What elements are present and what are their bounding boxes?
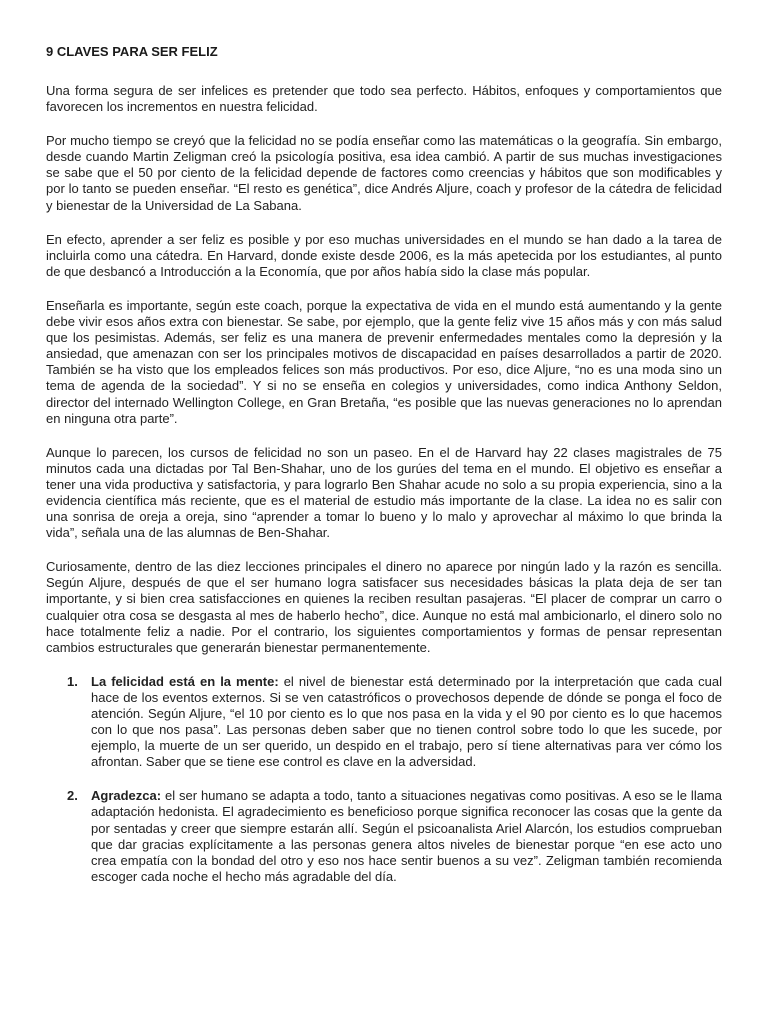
paragraph-universities: En efecto, aprender a ser feliz es posible y por eso muchas universidades en el mundo se han dado a la tarea de incluirla como una cátedra. En Harvard, donde existe desde 2006, es la más apetecida por los estudiantes, al punto de que desbancó a Introducción a la Economía, que por años había sido la clase más popular.	[46, 231, 722, 279]
list-number: 1.	[67, 673, 78, 689]
document-title: 9 CLAVES PARA SER FELIZ	[46, 44, 218, 59]
list-item	[46, 788, 722, 885]
list-number: 2.	[67, 788, 78, 804]
paragraph-courses: Aunque lo parecen, los cursos de felicidad no son un paseo. En el de Harvard hay 22 clases magistrales de 75 minutos cada una dictadas por Tal Ben-Shahar, uno de los gurúes del tema en el mundo. El objetivo es enseñar a tener una vida productiva y satisfactoria, y para lograrlo Ben Shahar acude no solo a su propia experiencia, sino a la evidencia científica más reciente, que es el material de estudio más importante de la clase. La idea no es salir con una sonrisa de oreja a oreja, sino “aprender a tomar lo bueno y lo malo y aprovechar al máximo lo que brinda la vida”, señala una de las alumnas de Ben-Shahar.	[46, 444, 722, 541]
list-item-heading: La felicidad está en la mente:	[91, 673, 279, 689]
paragraph-intro: Una forma segura de ser infelices es pretender que todo sea perfecto. Hábitos, enfoques y comportamientos que favorecen los incrementos en nuestra felicidad.	[46, 83, 722, 115]
list-item-heading: Agradezca:	[91, 788, 162, 804]
document-page	[46, 44, 722, 903]
keys-list	[46, 674, 722, 885]
paragraph-importance: Enseñarla es importante, según este coach, porque la expectativa de vida en el mundo está aumentando y la gente debe vivir esos años extra con bienestar. Se sabe, por ejemplo, que la gente feliz vive 15 años más y con más salud que los pesimistas. Además, ser feliz es una manera de prevenir enfermedades mentales como la depresión y la ansiedad, que amenazan con ser los principales motivos de discapacidad en países desarrollados a partir de 2020. También se ha visto que los empleados felices son más productivos. Por eso, dice Aljure, “no es una moda sino un tema de agenda de la sociedad”. Y si no se enseña en colegios y universidades, como indica Anthony Seldon, director del internado Wellington College, en Gran Bretaña, “es posible que las nuevas generaciones no lo aprendan en ninguna otra parte”.	[46, 297, 722, 426]
paragraph-history: Por mucho tiempo se creyó que la felicidad no se podía enseñar como las matemáticas o la geografía. Sin embargo, desde cuando Martin Zeligman creó la psicología positiva, esa idea cambió. A partir de sus muchas investigaciones se sabe que el 50 por ciento de la felicidad depende de factores como creencias y hábitos que son modificables y por lo tanto se pueden enseñar. “El resto es genética”, dice Andrés Aljure, coach y profesor de la cátedra de felicidad y bienestar de la Universidad de La Sabana.	[46, 133, 722, 213]
list-item-text: el ser humano se adapta a todo, tanto a situaciones negativas como positivas. A eso se le llama adaptación hedonista. El agradecimiento es beneficioso porque significa reconocer las cosas que la gente da por sentadas y creer que siempre estarán allí. Según el psicoanalista Ariel Alarcón, los estudios comprueban que dar gracias explícitamente a las personas genera altos niveles de bienestar porque “en ese acto uno crea empatía con la bondad del otro y eso nos hace sentir buenos a su vez”. Zeligman también recomienda escoger cada noche el hecho más agradable del día.	[91, 788, 722, 884]
paragraph-money: Curiosamente, dentro de las diez lecciones principales el dinero no aparece por ningún lado y la razón es sencilla. Según Aljure, después de que el ser humano logra satisfacer sus necesidades básicas la plata deja de ser tan importante, y si bien crea satisfacciones en quienes la reciben resultan pasajeras. “El placer de comprar un carro o cualquier otra cosa se desgasta al mes de haberlo hecho”, dice. Aunque no está mal ambicionarlo, el dinero solo no hace totalmente feliz a nadie. Por el contrario, los siguientes comportamientos y formas de pensar representan cambios estructurales que generarán bienestar permanentemente.	[46, 559, 722, 655]
list-item	[46, 674, 722, 771]
list-item-text: el nivel de bienestar está determinado por la interpretación que cada cual hace de los eventos externos. Si se ven catastróficos o provechosos depende de dónde se ponga el foco de atención. Según Aljure, “el 10 por ciento es lo que nos pasa en la vida y el 90 por ciento es lo que hacemos con lo que nos pasa”. Las personas deben saber que no tienen control sobre todo lo que les sucede, por ejemplo, la muerte de un ser querido, un despido en el trabajo, pero sí tiene alternativas para ver cómo los afrontan. Saber que se tiene ese control es clave en la adversidad.	[91, 673, 722, 770]
